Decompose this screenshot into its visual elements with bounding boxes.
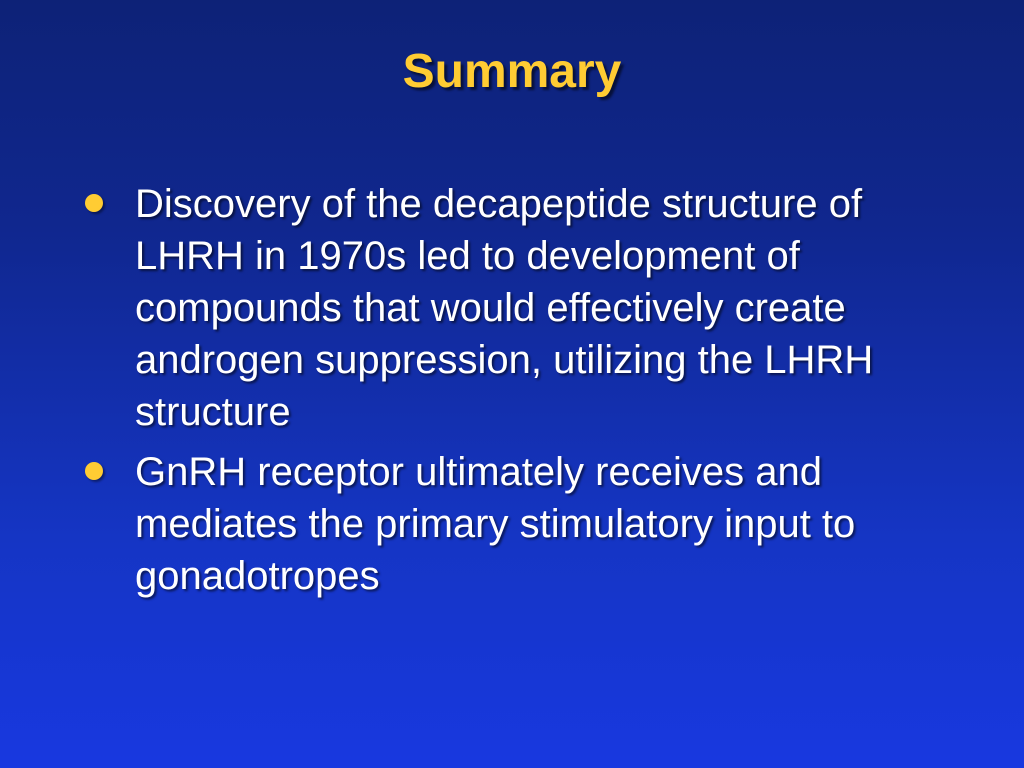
bullet-item <box>80 446 960 602</box>
bullet-text: GnRH receptor ultimately receives and mediates the primary stimulatory input to gonadotropes <box>135 450 856 598</box>
slide-title: Summary <box>402 45 622 98</box>
bullet-list <box>80 178 960 610</box>
bullet-text: Discovery of the decapeptide structure of LHRH in 1970s led to development of compounds that would effectively create androgen suppression, utilizing the LHRH structure <box>135 182 874 434</box>
bullet-dot-icon <box>85 462 103 480</box>
bullet-item <box>80 178 960 438</box>
bullet-dot-icon <box>85 194 103 212</box>
